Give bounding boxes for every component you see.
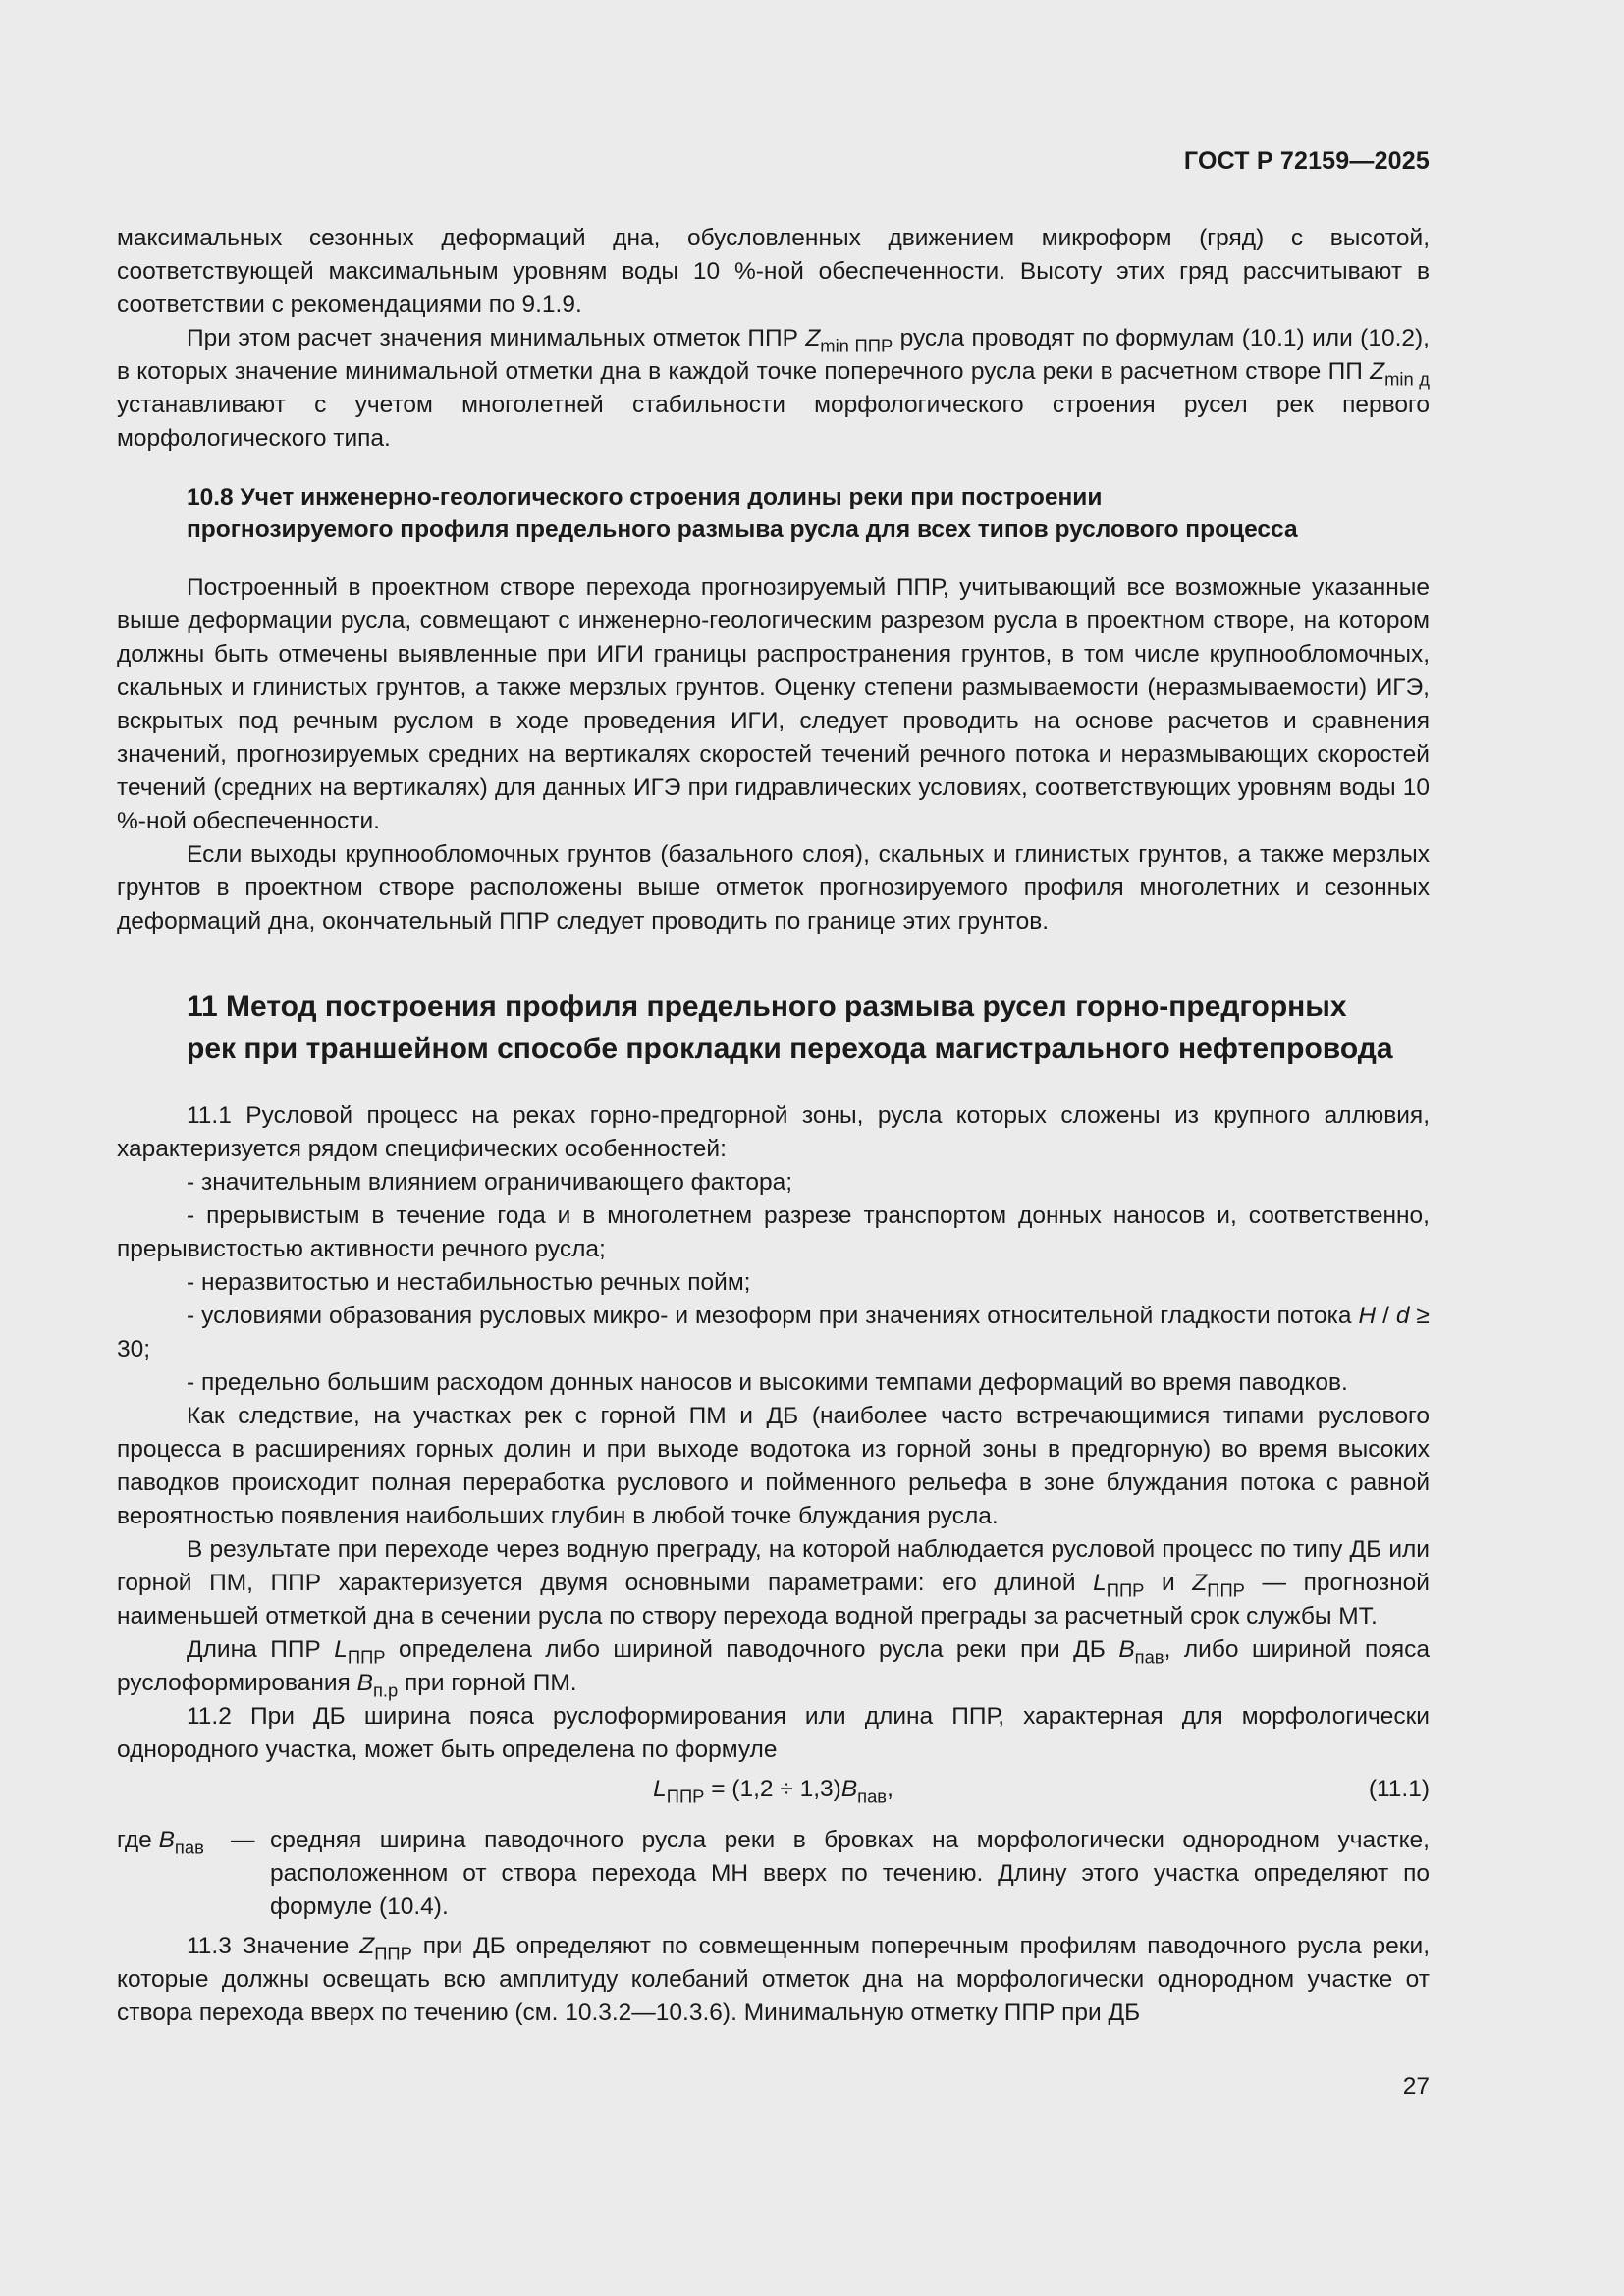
document-header: ГОСТ Р 72159—2025 [1183, 147, 1430, 175]
paragraph-10-8-1: Построенный в проектном створе перехода прогнозируемый ППР, учитывающий все возможные указанные выше деформации русла, совмещают с инженерно-геологическим разрезом русла в проектном створе, на котором должны быть отмечены выявленные при ИГИ границы распространения грунтов, в том числе крупнообломочных, скальных и глинистых грунтов, а также мерзлых грунтов. Оценку степени размываемости (неразмываемости) ИГЭ, вскрытых под речным руслом в ходе проведения ИГИ, следует проводить на основе расчетов и сравнения значений, прогнозируемых средних на вертикалях скоростей течений речного потока и неразмывающих скоростей течений (средних на вертикалях) для данных ИГЭ при гидравлических условиях, соответствующих уровням воды 10 %-ной обеспеченности. [117, 574, 1430, 834]
explanation-definition: средняя ширина паводочного русла реки в бровках на морфологически однородном участке, расположенном от створа перехода МН вверх по течению. Длину этого участка определяют по формуле (10.4). [270, 1827, 1430, 1920]
formula-11-1 [117, 1773, 1430, 1806]
paragraph-result: В результате при переходе через водную преграду, на которой наблюдается русловой процесс по типу ДБ или горной ПМ, ППР характеризуется двумя основными параметрами: его длиной $L_{ППР}$ и $Z_{ППР}$ — прогнозной наименьшей отметкой дна в сечении русла по створу перехода водной преграды за расчетный срок службы МТ. [117, 1536, 1430, 1629]
formula-explanation [117, 1824, 1430, 1924]
formula-expression: $L_{ППР} = (1,2 \div 1,3)B_{пав}$, [653, 1776, 893, 1807]
list-item: - условиями образования русловых микро- и мезоформ при значениях относительной гладкости потока H / d ≥ 30; [117, 1303, 1430, 1362]
paragraph-10-8-2: Если выходы крупнообломочных грунтов (базального слоя), скальных и глинистых грунтов, а также мерзлых грунтов в проектном створе расположены выше отметок прогнозируемого профиля многолетних и сезонных деформаций дна, окончательный ППР следует проводить по границе этих грунтов. [117, 841, 1430, 934]
paragraph-length: Длина ППР $L_{ППР}$ определена либо шириной паводочного русла реки при ДБ $B_{пав}$, либо шириной пояса руслоформирования $B_{п.р}$ при горной ПМ. [117, 1636, 1430, 1701]
formula-number: (11.1) [1368, 1776, 1430, 1802]
paragraph-11-2: 11.2 При ДБ ширина пояса руслоформирования или длина ППР, характерная для морфологически однородного участка, может быть определена по формуле [117, 1703, 1430, 1763]
page-content [117, 222, 1430, 2030]
list-item: - предельно большим расходом донных наносов и высокими темпами деформаций во время паводков. [187, 1369, 1348, 1396]
section-heading-11: 11 Метод построения профиля предельного размыва русел горно-предгорных рек при траншейном способе прокладки перехода магистрального нефтепровода [187, 990, 1393, 1065]
paragraph-consequence: Как следствие, на участках рек с горной ПМ и ДБ (наиболее часто встречающимися типами руслового процесса в расширениях горных долин и при выходе водотока из горной зоны в предгорную) во время высоких паводков происходит полная переработка руслового и пойменного рельефа в зоне блуждания потока с равной вероятностью появления наибольших глубин в любой точке блуждания русла. [117, 1403, 1430, 1529]
paragraph-zmin: При этом расчет значения минимальных отметок ППР $Z_{min ППР}$ русла проводят по формулам (10.1) или (10.2), в которых значение минимальной отметки дна в каждой точке поперечного русла реки в расчетном створе ПП $Z_{min д}$ устанавливают с учетом многолетней стабильности морфологического строения русел рек первого морфологического типа. [117, 325, 1430, 452]
list-item: - значительным влиянием ограничивающего фактора; [187, 1169, 793, 1196]
paragraph-11-1: 11.1 Русловой процесс на реках горно-предгорной зоны, русла которых сложены из крупного аллювия, характеризуется рядом специфических особенностей: [117, 1102, 1430, 1162]
paragraph-11-3: 11.3 Значение $Z_{ППР}$ при ДБ определяют по совмещенным поперечным профилям паводочного русла реки, которые должны освещать всю амплитуду колебаний отметок дна на морфологически однородном участке от створа перехода вверх по течению (см. 10.3.2—10.3.6). Минимальную отметку ППР при ДБ [117, 1933, 1430, 2026]
list-item: - прерывистым в течение года и в многолетнем разрезе транспортом донных наносов и, соответственно, прерывистостью активности речного русла; [117, 1202, 1430, 1262]
page-number: 27 [1402, 2073, 1430, 2100]
list-item: - неразвитостью и нестабильностью речных пойм; [187, 1269, 751, 1296]
explanation-dash: — [231, 1827, 255, 1853]
paragraph-continuation: максимальных сезонных деформаций дна, обусловленных движением микроформ (гряд) с высотой, соответствующей максимальным уровням воды 10 %-ной обеспеченности. Высоту этих гряд рассчитывают в соответствии с рекомендациями по 9.1.9. [117, 225, 1430, 318]
section-heading-10-8: 10.8 Учет инженерно-геологического строения долины реки при построении прогнозируемого профиля предельного размыва русла для всех типов руслового процесса [187, 484, 1298, 543]
explanation-term: где $B_{пав}$ [117, 1827, 204, 1858]
